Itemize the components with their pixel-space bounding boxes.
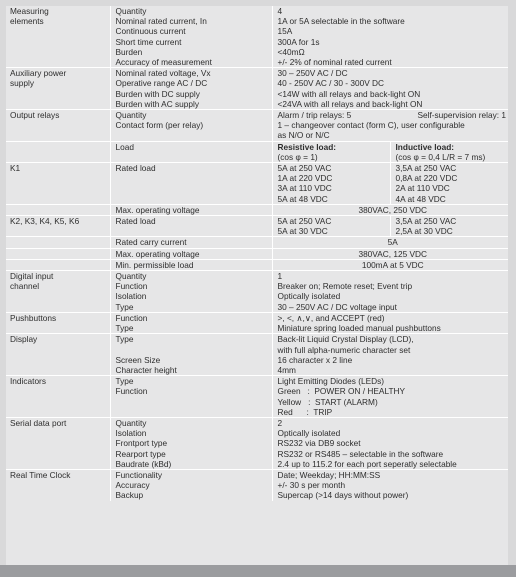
value-text: 1 [277, 271, 283, 282]
param-label: Quantity [115, 271, 147, 282]
param-label: Contact form (per relay) [115, 120, 204, 131]
param-cell [110, 334, 272, 376]
param-label: Max. operating voltage [110, 204, 272, 215]
param-label: Quantity [115, 6, 147, 16]
param-label: Load [115, 141, 134, 152]
value-text: Supercap (>14 days without power) [277, 490, 409, 501]
value-text: 3A at 110 VDC [277, 183, 332, 194]
table-row [6, 110, 508, 142]
section-k2-k6: K2, K3, K4, K5, K6 [6, 216, 110, 237]
param-cell [110, 216, 272, 237]
param-label: Isolation [115, 428, 147, 439]
param-label: Accuracy [115, 480, 150, 491]
value-text: Green : POWER ON / HEALTHY [277, 386, 406, 397]
value-text: 3,5A at 250 VAC [395, 163, 457, 174]
param-cell [110, 6, 272, 68]
param-cell [110, 312, 272, 333]
section-empty [6, 248, 110, 259]
param-label: Short time current [115, 36, 182, 47]
param-label: Type [115, 334, 134, 345]
param-label: Function [115, 386, 148, 397]
param-label: Max. operating voltage [110, 248, 272, 259]
param-label: Type [115, 323, 134, 334]
section-measuring: Measuring elements [10, 6, 49, 27]
value-text: 30 – 250V AC / DC [277, 68, 348, 79]
param-cell [110, 68, 272, 110]
value-text: 3,5A at 250 VAC [395, 216, 457, 227]
param-label: Min. permissible load [110, 259, 272, 270]
bottom-shadow-bar [0, 565, 516, 577]
section-pushbuttons: Pushbuttons [6, 312, 110, 333]
value-text: 2,5A at 30 VDC [395, 226, 453, 237]
param-label: Function [115, 281, 148, 292]
value-cell [272, 68, 508, 110]
value-cell [272, 469, 508, 500]
value-text: <40mΩ [277, 46, 305, 57]
param-cell [110, 271, 272, 313]
value-text: >, <, ∧,∨, and ACCEPT (red) [277, 312, 385, 323]
value-text: Back-lit Liquid Crystal Display (LCD), [277, 334, 414, 345]
value-cell [272, 271, 508, 313]
specification-table [6, 6, 508, 501]
table-row [6, 204, 508, 215]
value-text: RS232 or RS485 – selectable in the software [277, 448, 444, 459]
param-label: Isolation [115, 291, 147, 302]
section-output-relays: Output relays [6, 110, 110, 142]
param-cell [110, 163, 272, 205]
section-aux-power: Auxiliary power supply [6, 68, 110, 110]
param-label: Burden with DC supply [115, 88, 200, 99]
spec-sheet [6, 6, 508, 567]
value-text: <24VA with all relays and back-light ON [277, 98, 423, 109]
table-row [6, 259, 508, 270]
value-text: 1A at 220 VDC [277, 173, 333, 184]
value-text: 5A at 250 VAC [277, 216, 332, 227]
value-text: 4 [277, 6, 283, 16]
value-text: 4A at 48 VDC [395, 193, 446, 204]
param-label: Type [115, 301, 134, 312]
section-empty [6, 237, 110, 248]
param-label: Rated carry current [110, 237, 272, 248]
table-row [6, 141, 508, 162]
value-text: 100mA at 5 VDC [272, 259, 508, 270]
value-text: 5A at 30 VDC [277, 226, 328, 237]
param-label: Nominal rated voltage, Vx [115, 68, 211, 79]
value-text: 1A or 5A selectable in the software [277, 16, 405, 27]
param-cell [110, 110, 272, 142]
value-text: 2.4 up to 115.2 for each port seperatly selectable [277, 458, 457, 469]
param-label: Burden [115, 46, 143, 57]
relay-quantity: Alarm / trip relays: 5 [277, 110, 352, 121]
contact-form-value: 1 – changeover contact (form C), user configurable as N/O or N/C [277, 120, 465, 141]
value-text: Breaker on; Remote reset; Event trip [277, 281, 413, 292]
param-label: Rearport type [115, 448, 166, 459]
section-display: Display [6, 334, 110, 376]
value-text: 5A at 250 VAC [277, 163, 332, 174]
table-row [6, 417, 508, 469]
value-text: Miniature spring loaded manual pushbuttons [277, 323, 441, 334]
inductive-sub: (cos φ = 0,4 L/R = 7 ms) [395, 151, 486, 162]
value-cell [272, 376, 508, 418]
table-row [6, 68, 508, 110]
resistive-header [272, 141, 390, 162]
value-text: 300A for 1s [277, 36, 320, 47]
value-text: 16 character x 2 line [277, 354, 353, 365]
value-text: Red : TRIP [277, 406, 333, 417]
param-label: Nominal rated current, In [115, 16, 207, 27]
param-cell [110, 469, 272, 500]
table-row [6, 237, 508, 248]
value-text: 5A [272, 237, 508, 248]
inductive-title: Inductive load: [395, 141, 455, 152]
param-label: Continuous current [115, 26, 186, 37]
param-cell [110, 141, 272, 162]
section-indicators: Indicators [6, 376, 110, 418]
value-text: Optically isolated [277, 428, 341, 439]
param-label: Baudrate (kBd) [115, 458, 172, 469]
table-row [6, 376, 508, 418]
table-row [6, 163, 508, 205]
value-text: 380VAC, 125 VDC [272, 248, 508, 259]
section-serial-port: Serial data port [6, 417, 110, 469]
value-text: Optically isolated [277, 291, 341, 302]
self-supervision-quantity: Self-supervision relay: 1 [417, 110, 506, 121]
table-row [6, 6, 508, 68]
param-label: Burden with AC supply [115, 98, 199, 109]
param-label: Operative range AC / DC [115, 78, 208, 89]
value-text: 4mm [277, 364, 296, 375]
resistive-sub: (cos φ = 1) [277, 151, 318, 162]
value-text: 2A at 110 VDC [395, 183, 450, 194]
value-text: 2 [277, 417, 283, 428]
value-text: Light Emitting Diodes (LEDs) [277, 376, 385, 387]
value-cell [272, 334, 508, 376]
table-row [6, 248, 508, 259]
value-text: <14W with all relays and back-light ON [277, 88, 421, 99]
value-text: 30 – 250V AC / DC voltage input [277, 301, 397, 312]
value-text: +/- 2% of nominal rated current [277, 57, 392, 68]
param-label: Backup [115, 490, 144, 501]
value-cell [272, 6, 508, 68]
table-row [6, 312, 508, 333]
section-empty [6, 204, 110, 215]
section-k1: K1 [6, 163, 110, 205]
param-label: Rated load [115, 216, 156, 227]
param-label: Character height [115, 364, 177, 375]
section-digital-input: Digital input channel [6, 271, 110, 313]
param-label: Functionality [115, 469, 163, 480]
table-row [6, 271, 508, 313]
value-cell [272, 110, 508, 142]
param-label: Quantity [115, 110, 147, 121]
value-cell [272, 312, 508, 333]
value-text: Date; Weekday; HH:MM:SS [277, 469, 381, 480]
param-label: Accuracy of measurement [115, 57, 212, 68]
value-text: 0,8A at 220 VDC [395, 173, 458, 184]
value-text: 5A at 48 VDC [277, 193, 328, 204]
param-label: Frontport type [115, 438, 168, 449]
inductive-cell [390, 216, 508, 237]
param-label: Screen Size [115, 354, 161, 365]
table-row [6, 216, 508, 237]
value-text: with full alpha-numeric character set [277, 344, 411, 355]
resistive-cell [272, 216, 390, 237]
value-text: 380VAC, 250 VDC [272, 204, 508, 215]
param-cell [110, 417, 272, 469]
section-real-time-clock: Real Time Clock [6, 469, 110, 500]
section-empty [6, 141, 110, 162]
table-row [6, 334, 508, 376]
value-text: +/- 30 s per month [277, 480, 346, 491]
param-label: Quantity [115, 417, 147, 428]
resistive-title: Resistive load: [277, 141, 337, 152]
param-label: Rated load [115, 163, 156, 174]
param-cell [110, 376, 272, 418]
section-empty [6, 259, 110, 270]
inductive-cell [390, 163, 508, 205]
table-row [6, 469, 508, 500]
value-text: RS232 via DB9 socket [277, 438, 361, 449]
value-text: Yellow : START (ALARM) [277, 396, 378, 407]
resistive-cell [272, 163, 390, 205]
inductive-header [390, 141, 508, 162]
value-cell [272, 417, 508, 469]
param-label: Type [115, 376, 134, 387]
value-text: 40 - 250V AC / 30 - 300V DC [277, 78, 385, 89]
param-label: Function [115, 312, 148, 323]
value-text: 15A [277, 26, 293, 37]
